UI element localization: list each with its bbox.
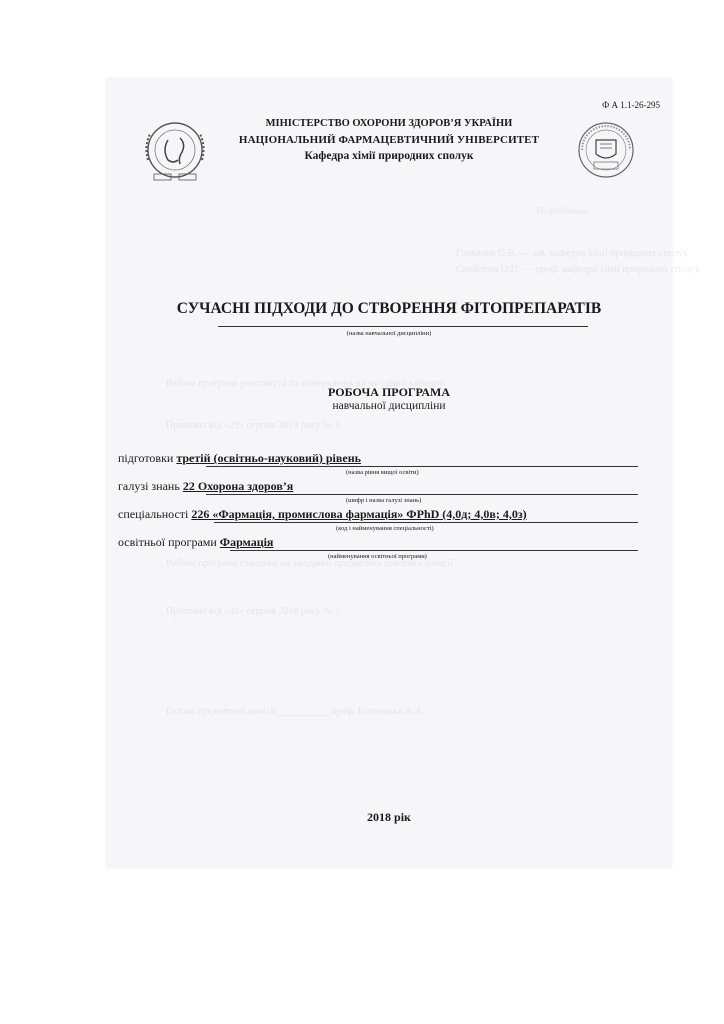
bleed-through-text: Голова предметної комісії __________ проф. Котвицька А.А. bbox=[166, 706, 425, 717]
institution-header bbox=[106, 116, 672, 164]
field-specialty bbox=[118, 507, 527, 522]
field-level-caption: (назва рівня вищої освіти) bbox=[346, 469, 419, 476]
field-educational-program-caption: (найменування освітньої програми) bbox=[328, 553, 427, 560]
field-level-value: третій (освітньо-науковий) рівень bbox=[176, 451, 361, 465]
field-specialty-underline bbox=[214, 522, 638, 523]
bleed-through-text: Протокол від «31» серпня 2018 року № 1 bbox=[166, 606, 341, 617]
field-educational-program bbox=[118, 535, 273, 550]
field-specialty-value: 226 «Фармація, промислова фармація» ФPhD (4,0д; 4,0в; 4,0з) bbox=[191, 507, 527, 521]
department-name: Кафедра хімії природних сполук bbox=[304, 150, 474, 162]
bleed-through-text: Робоча програма схвалена на засіданні предметної циклової комісії bbox=[166, 558, 454, 569]
university-name: НАЦІОНАЛЬНИЙ ФАРМАЦЕВТИЧНИЙ УНІВЕРСИТЕТ bbox=[238, 134, 540, 146]
bleed-through-text: Протокол від «29» серпня 2018 року № 1 bbox=[166, 420, 341, 431]
field-educational-program-underline bbox=[230, 550, 638, 551]
bleed-through-text: Гончаров О.В. — зав. кафедри хімії природних сполук bbox=[456, 248, 689, 259]
field-specialty-label: спеціальності bbox=[118, 507, 189, 521]
field-knowledge-area-caption: (шифр і назва галузі знань) bbox=[346, 497, 422, 504]
ministry-name: МІНІСТЕРСТВО ОХОРОНИ ЗДОРОВ’Я УКРАЇНИ bbox=[265, 118, 513, 129]
discipline-underline bbox=[218, 326, 588, 327]
field-educational-program-label: освітньої програми bbox=[118, 535, 217, 549]
field-level bbox=[118, 451, 361, 466]
field-level-label: підготовки bbox=[118, 451, 174, 465]
document-page bbox=[106, 78, 701, 868]
bleed-through-text: Розробники: bbox=[536, 206, 590, 217]
field-educational-program-value: Фармація bbox=[219, 535, 274, 549]
field-level-underline bbox=[206, 466, 638, 467]
discipline-caption: (назва навчальної дисципліни) bbox=[346, 330, 432, 337]
document-year: 2018 рік bbox=[367, 810, 411, 824]
bleed-through-text: Смойлова О.П. — проф. кафедри хімії природних сполук bbox=[456, 264, 701, 275]
program-title: РОБОЧА ПРОГРАМА bbox=[328, 385, 450, 399]
field-knowledge-area-underline bbox=[206, 494, 638, 495]
program-subtitle: навчальної дисципліни bbox=[332, 400, 446, 412]
bleed-through-text: Робоча програма розглянута та затверджена на засіданні кафедри bbox=[166, 378, 445, 389]
document-code: Ф А 1.1-26-295 bbox=[602, 100, 660, 110]
field-knowledge-area-label: галузі знань bbox=[118, 479, 180, 493]
field-knowledge-area bbox=[118, 479, 293, 494]
field-knowledge-area-value: 22 Охорона здоров’я bbox=[182, 479, 294, 493]
field-specialty-caption: (код і найменування спеціальності) bbox=[336, 525, 434, 532]
discipline-title: СУЧАСНІ ПІДХОДИ ДО СТВОРЕННЯ ФІТОПРЕПАРАТІВ bbox=[176, 300, 602, 317]
